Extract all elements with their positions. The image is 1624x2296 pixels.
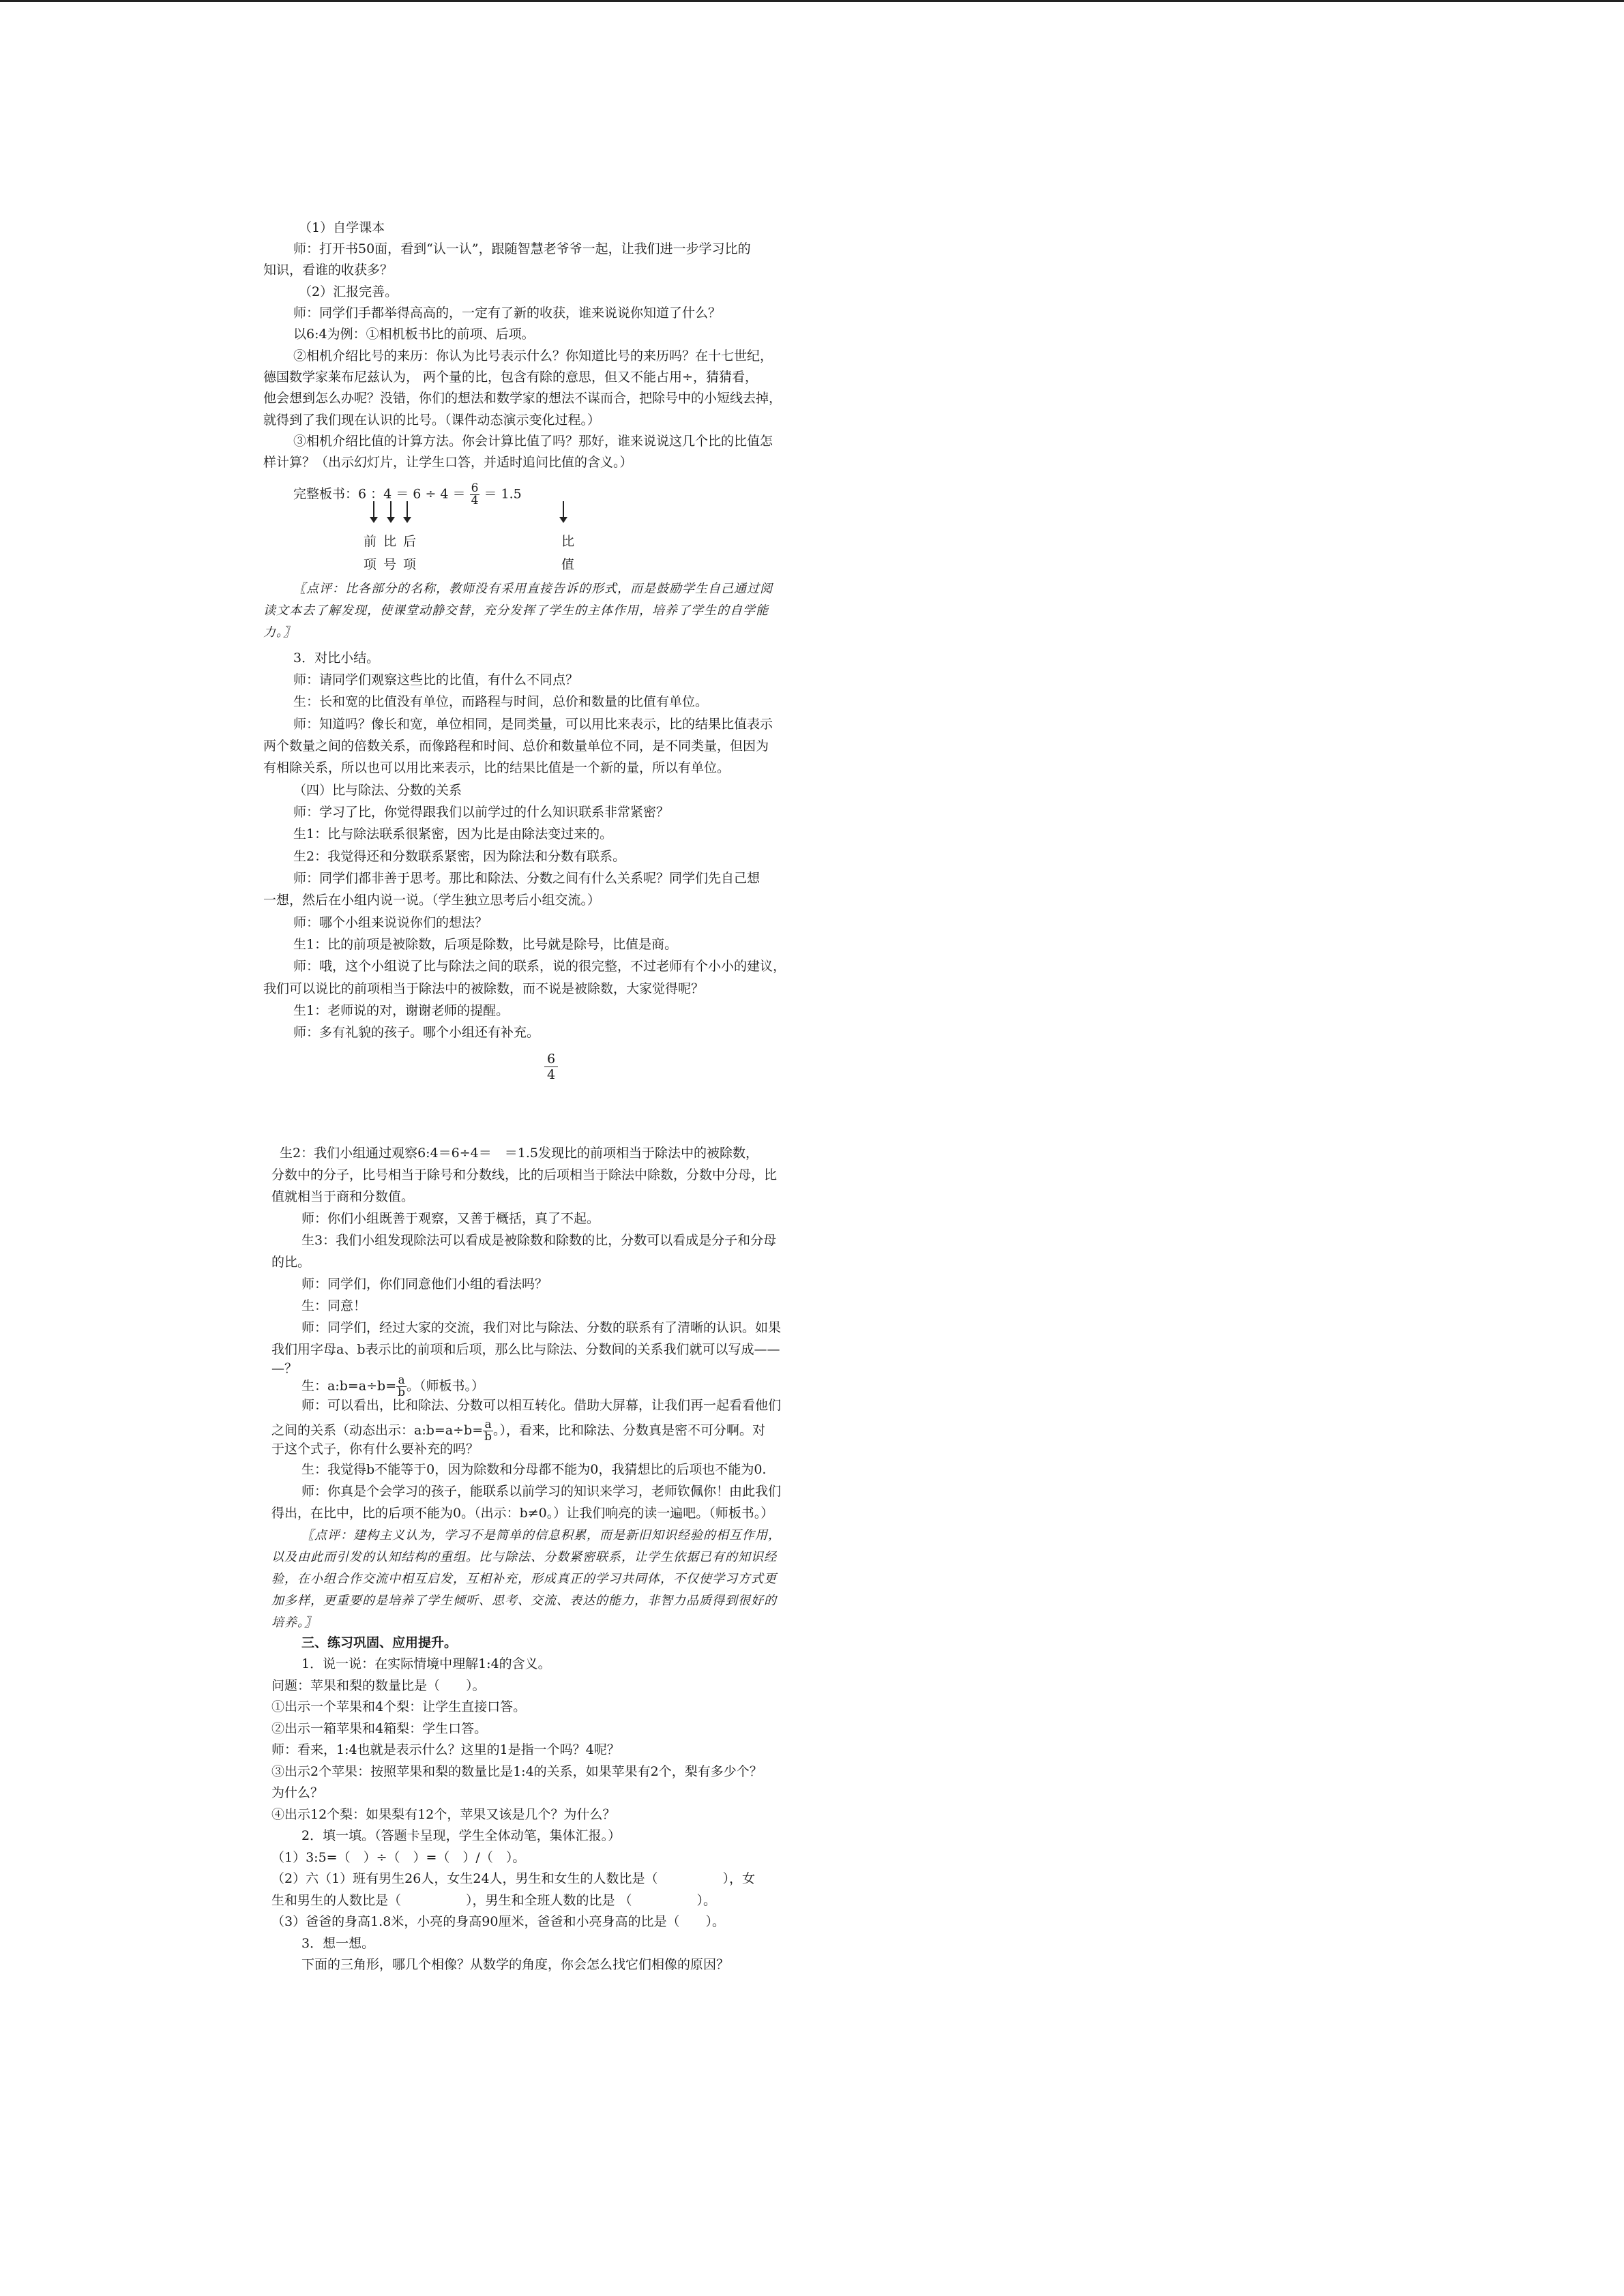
para-line: 生：长和宽的比值没有单位，而路程与时间，总价和数量的比值有单位。 xyxy=(293,694,709,709)
para-line: 师：同学们手都举得高高的，一定有了新的收获，谁来说说你知道了什么？ xyxy=(293,305,722,320)
board-label-back: 后 xyxy=(403,534,417,549)
para-line: 的比。 xyxy=(271,1255,311,1270)
para-line: （2）六（1）班有男生26人，女生24人，男生和女生的人数比是（ ），女 xyxy=(271,1871,756,1886)
para-line: 就得到了我们现在认识的比号。（课件动态演示变化过程。） xyxy=(263,413,601,428)
down-arrow-icon xyxy=(407,501,408,518)
para-line: 师：学习了比，你觉得跟我们以前学过的什么知识联系非常紧密？ xyxy=(293,805,670,820)
para-line: 师：你真是个会学习的孩子，能联系以前学习的知识来学习，老师钦佩你！由此我们 xyxy=(301,1484,782,1499)
board-label-value-2: 值 xyxy=(561,557,575,572)
formula-fraction: $\frac{a}{b}$ xyxy=(398,1373,406,1399)
para-line: 德国数学家莱布尼兹认为， 两个量的比，包含有除的意思，但又不能占用÷，猜猜看， xyxy=(263,370,758,385)
para-line: 知识，看谁的收获多？ xyxy=(263,263,394,278)
para-line: 师：知道吗？像长和宽，单位相同，是同类量，可以用比来表示，比的结果比值表示 xyxy=(293,717,773,732)
down-arrow-icon xyxy=(390,501,392,518)
para-line: 师：多有礼貌的孩子。哪个小组还有补充。 xyxy=(293,1025,540,1040)
para-line: （2）汇报完善。 xyxy=(299,284,398,299)
para-line: 分数中的分子，比号相当于除号和分数线，比的后项相当于除法中除数，分数中分母，比 xyxy=(271,1167,778,1182)
para-line: ③出示2个苹果：按照苹果和梨的数量比是1:4的关系，如果苹果有2个，梨有多少个？ xyxy=(271,1764,763,1779)
para-line: 1．说一说：在实际情境中理解1:4的含义。 xyxy=(301,1656,551,1671)
para-line: 生2：我觉得还和分数联系紧密，因为除法和分数有联系。 xyxy=(293,849,626,864)
para-line: 他会想到怎么办呢？没错，你们的想法和数学家的想法不谋而合，把除号中的小短线去掉， xyxy=(263,391,782,406)
para-line: 得出，在比中，比的后项不能为0。（出示：b≠0。）让我们响亮的读一遍吧。（师板书。） xyxy=(271,1506,774,1521)
down-arrow-icon xyxy=(373,501,374,518)
para-line: 2．填一填。（答题卡呈现，学生全体动笔，集体汇报。） xyxy=(301,1828,621,1843)
board-label-ratio-2: 号 xyxy=(383,557,397,572)
para-line: （1）自学课本 xyxy=(299,220,385,235)
para-line: 有相除关系，所以也可以用比来表示，比的结果比值是一个新的量，所以有单位。 xyxy=(263,760,730,775)
board-expr-a: 6 ：4 ＝ 6 ÷ 4 ＝ xyxy=(358,486,466,502)
para-line: 我们用字母a、b表示比的前项和后项，那么比与除法、分数间的关系我们就可以写成—— xyxy=(271,1342,780,1357)
para-line: —？ xyxy=(271,1361,298,1376)
para-line: 一想，然后在小组内说一说。（学生独立思考后小组交流。） xyxy=(263,893,601,908)
para-line: 师：同学们，你们同意他们小组的看法吗？ xyxy=(301,1277,548,1292)
para-line: 生1：老师说的对，谢谢老师的提醒。 xyxy=(293,1003,510,1018)
para-line: 生2：我们小组通过观察6:4＝6÷4＝ ＝1.5发现比的前项相当于除法中的被除数， xyxy=(280,1146,758,1161)
board-expr-b: ＝ 1.5 xyxy=(484,486,522,502)
para-line: 师：看来，1:4也就是表示什么？这里的1是指一个吗？4呢？ xyxy=(271,1742,620,1757)
para-line: 值就相当于商和分数值。 xyxy=(271,1189,415,1204)
board-label-value: 比 xyxy=(561,534,575,549)
para-line: ④出示12个梨：如果梨有12个，苹果又该是几个？为什么？ xyxy=(271,1807,616,1822)
comment-line: 加多样，更重要的是培养了学生倾听、思考、交流、表达的能力，非智力品质得到很好的 xyxy=(271,1594,777,1608)
para-line: ②相机介绍比号的来历：你认为比号表示什么？你知道比号的来历吗？在十七世纪， xyxy=(293,348,773,363)
para-line: 3．想一想。 xyxy=(301,1936,375,1951)
relation-line: 之间的关系（动态出示：a:b=a÷b= $\frac{a}{b}$ 。），看来，比和除法、分数真是密不可分啊。对 xyxy=(271,1418,766,1444)
para-line: 下面的三角形，哪几个相像？从数学的角度，你会怎么找它们相像的原因？ xyxy=(301,1957,730,1972)
down-arrow-icon xyxy=(563,501,564,518)
para-line: 生1：比的前项是被除数，后项是除数，比号就是除号，比值是商。 xyxy=(293,937,678,952)
board-fraction: $\frac{6}{4}$ xyxy=(471,481,479,507)
board-label-ratio: 比 xyxy=(383,534,397,549)
para-line: 样计算？（出示幻灯片，让学生口答，并适时追问比值的含义。） xyxy=(263,455,633,470)
section-title: 三、练习巩固、应用提升。 xyxy=(301,1635,458,1650)
comment-line: 力。〗 xyxy=(263,625,296,640)
para-line: 师：打开书50面，看到“认一认”，跟随智慧老爷爷一起，让我们进一步学习比的 xyxy=(293,241,751,256)
comment-line: 〖点评：比各部分的名称，教师没有采用直接告诉的形式，而是鼓励学生自己通过阅 xyxy=(293,582,773,596)
para-line: 师：哪个小组来说说你们的想法？ xyxy=(293,915,488,930)
board-label: 完整板书： xyxy=(293,486,359,502)
para-line: 生3：我们小组发现除法可以看成是被除数和除数的比，分数可以看成是分子和分母 xyxy=(301,1233,777,1248)
para-line: 师：同学们，经过大家的交流，我们对比与除法、分数的联系有了清晰的认识。如果 xyxy=(301,1320,782,1335)
para-line: 于这个式子，你有什么要补充的吗？ xyxy=(271,1442,479,1457)
para-line: 生：同意！ xyxy=(301,1298,367,1313)
comment-line: 验，在小组合作交流中相互启发，互相补充，形成真正的学习共同体，不仅使学习方式更 xyxy=(271,1572,777,1586)
para-line: 生1：比与除法联系很紧密，因为比是由除法变过来的。 xyxy=(293,826,613,841)
para-line: ③相机介绍比值的计算方法。你会计算比值了吗？那好，谁来说说这几个比的比值怎 xyxy=(293,434,773,449)
para-line: 我们可以说比的前项相当于除法中的被除数，而不说是被除数，大家觉得呢？ xyxy=(263,981,705,996)
comment-line: 以及由此而引发的认知结构的重组。比与除法、分数紧密联系，让学生依据已有的知识经 xyxy=(271,1550,777,1564)
para-line: 师：哦，这个小组说了比与除法之间的联系，说的很完整，不过老师有个小小的建议， xyxy=(293,959,786,974)
floating-fraction: 6 4 xyxy=(544,1052,558,1082)
para-line: ①出示一个苹果和4个梨：让学生直接口答。 xyxy=(271,1699,527,1714)
board-label-back-2: 项 xyxy=(403,557,417,572)
para-line: 师：请同学们观察这些比的比值，有什么不同点？ xyxy=(293,672,579,687)
board-label-front-2: 项 xyxy=(364,557,377,572)
comment-line: 〖点评：建构主义认为，学习不是简单的信息积累，而是新旧知识经验的相互作用， xyxy=(301,1528,781,1542)
para-line: 两个数量之间的倍数关系，而像路程和时间、总价和数量单位不同，是不同类量，但因为 xyxy=(263,739,769,754)
comment-line: 读文本去了解发现，使课堂动静交替，充分发挥了学生的主体作用，培养了学生的自学能 xyxy=(263,603,769,618)
para-line: （1）3:5=（ ）÷（ ）=（ ）/（ ）。 xyxy=(271,1850,526,1865)
para-line: 为什么？ xyxy=(271,1785,324,1800)
para-line: 生和男生的人数比是（ ），男生和全班人数的比是 （ ）。 xyxy=(271,1893,717,1908)
para-line: 以6:4为例：①相机板书比的前项、后项。 xyxy=(293,327,535,342)
section-heading: （四）比与除法、分数的关系 xyxy=(293,783,462,798)
para-line: （3）爸爸的身高1.8米，小亮的身高90厘米，爸爸和小亮身高的比是（ ）。 xyxy=(271,1914,725,1929)
para-line: 问题：苹果和梨的数量比是（ ）。 xyxy=(271,1678,486,1693)
para-line: 师：可以看出，比和除法、分数可以相互转化。借助大屏幕，让我们再一起看看他们 xyxy=(301,1398,782,1413)
relation-fraction: $\frac{a}{b}$ xyxy=(484,1418,492,1444)
para-line: 3．对比小结。 xyxy=(293,651,380,666)
comment-line: 培养。〗 xyxy=(271,1615,317,1630)
para-line: 师：你们小组既善于观察，又善于概括，真了不起。 xyxy=(301,1211,600,1226)
formula-line: 生：a:b=a÷b= $\frac{a}{b}$ 。（师板书。） xyxy=(301,1373,485,1399)
para-line: 生：我觉得b不能等于0，因为除数和分母都不能为0，我猜想比的后项也不能为0. xyxy=(301,1462,767,1477)
para-line: 师：同学们都非善于思考。那比和除法、分数之间有什么关系呢？同学们先自己想 xyxy=(293,871,761,886)
board-label-front: 前 xyxy=(364,534,377,549)
para-line: ②出示一箱苹果和4箱梨：学生口答。 xyxy=(271,1721,488,1736)
